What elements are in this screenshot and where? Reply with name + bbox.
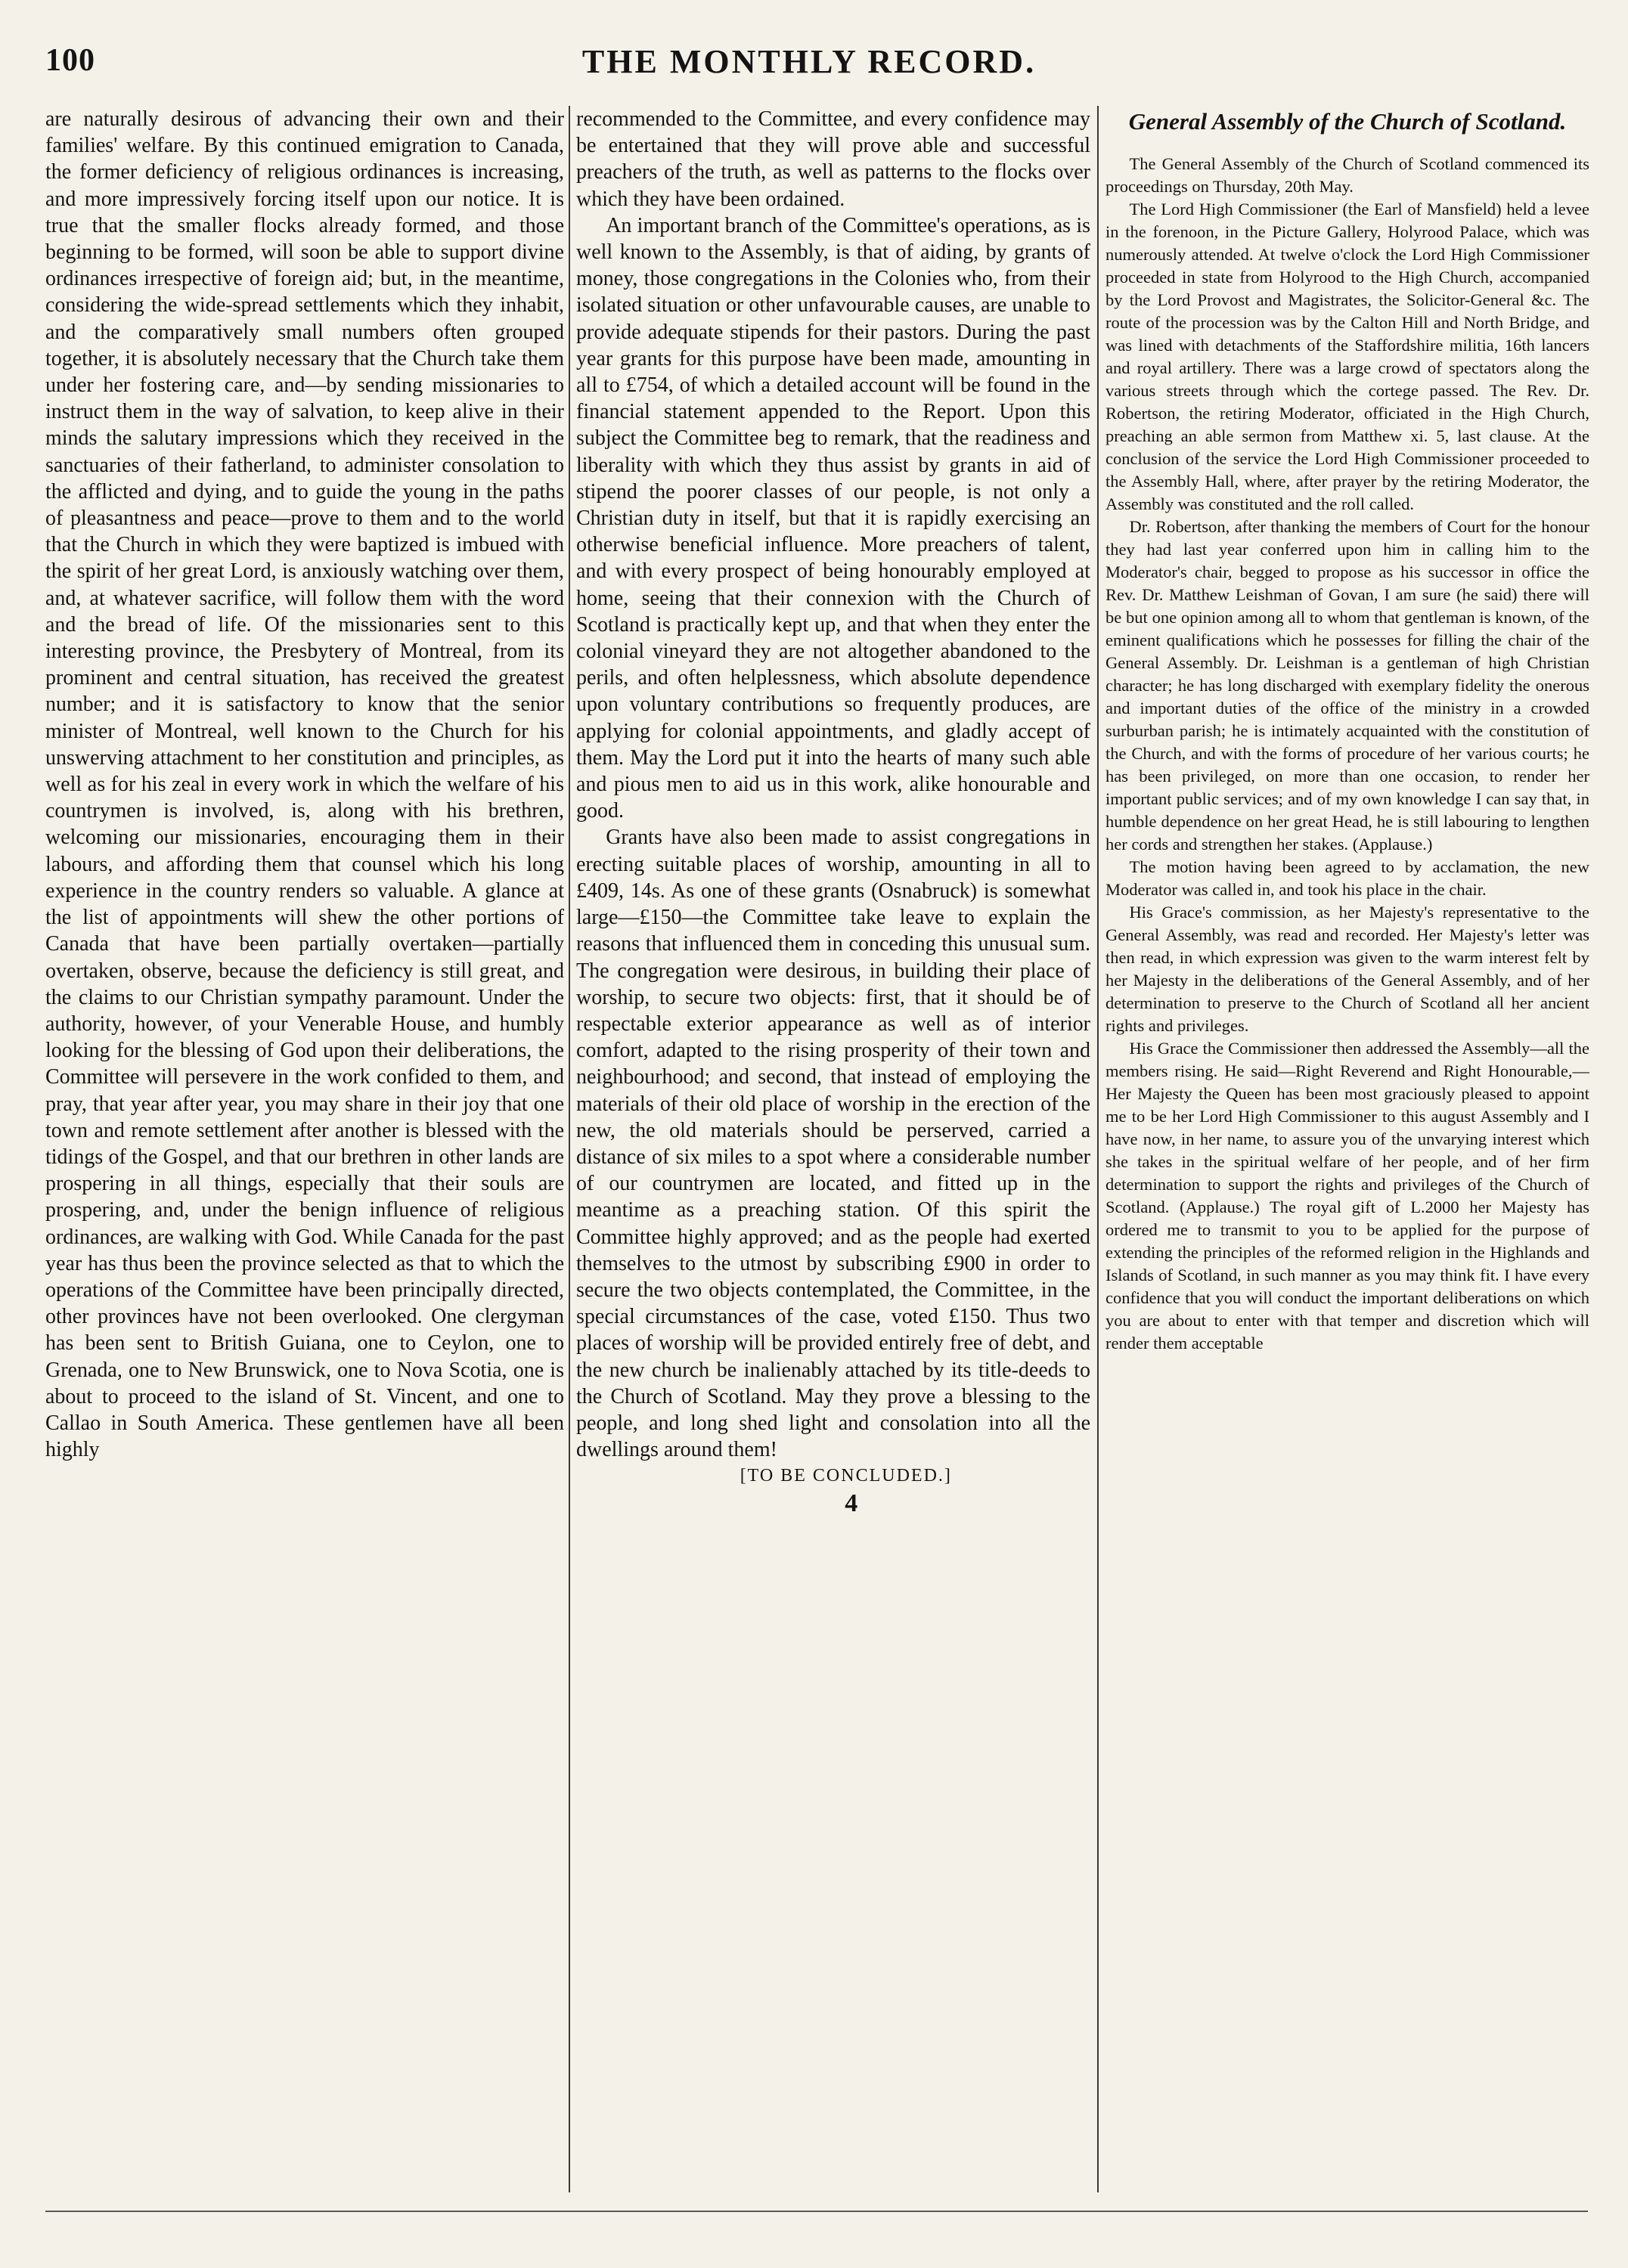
to-be-concluded-note: [TO BE CONCLUDED.] bbox=[740, 1466, 952, 1486]
running-head: THE MONTHLY RECORD. bbox=[581, 43, 1037, 80]
paragraph: The General Assembly of the Church of Scotland commenced its proceedings on Thursday, 20th May. bbox=[1105, 154, 1589, 196]
paragraph: Grants have also been made to assist congregations in erecting suitable places of worship, amounting in all to £409, 14s. As one of these grants (Osnabruck) is somewhat large—£150—the Committee take leave to explain the reasons that influenced them in conceding this unusual sum. The congregation were desirous, in building their place of worship, to secure two objects: first, that it should be of respectable exterior appearance as well as of interior comfort, adapted to the rising prosperity of their town and neighbourhood; and second, that instead of employing the materials of their old place of worship in the erection of the new, the old materials should be perserved, carried a distance of six miles to a spot where a considerable number of our countrymen are located, and fitted up in the meantime as a preaching station. Of this spirit the Committee highly approved; and as the people had exerted themselves to the utmost by subscribing £900 in order to secure the two objects contemplated, the Committee, in the special circumstances of the case, voted £150. Thus two places of worship will be provided entirely free of debt, and the new church be inalienably attached by its title-deeds to the Church of Scotland. May they prove a blessing to the people, and long shed light and consolation into all the dwellings around them! bbox=[576, 826, 1090, 1462]
paragraph: The motion having been agreed to by acclamation, the new Moderator was called in, and took his place in the chair. bbox=[1105, 857, 1589, 899]
paragraph: are naturally desirous of advancing their own and their families' welfare. By this continued emigration to Canada, the former deficiency of religious ordinances is increasing, and more impressively forcing itself upon our notice. It is true that the smaller flocks already formed, and those beginning to be formed, will soon be able to support divine ordinances irrespective of foreign aid; but, in the meantime, considering the wide-spread settlements which they inhabit, and the comparatively small numbers often grouped together, it is absolutely necessary that the Church take them under her fostering care, and—by sending missionaries to instruct them in the way of salvation, to keep alive in their minds the salutary impressions which they received in the sanctuaries of their fatherland, to administer consolation to the afflicted and dying, and to guide the young in the paths of pleasantness and peace—prove to them and to the world that the Church in which they were baptized is imbued with the spirit of her great Lord, is anxiously watching over them, and, at whatever sacrifice, will follow them with the word and the bread of life. Of the missionaries sent to this interesting province, the Presbytery of Montreal, from its prominent and central situation, has received the greatest number; and it is satisfactory to know that the senior minister of Montreal, well known to the Church for his unswerving attachment to her constitution and principles, as well as for his zeal in every work in which the welfare of his countrymen is involved, is, along with his brethren, welcoming our missionaries, encouraging them in their labours, and affording them that counsel which his long experience in the country renders so valuable. A glance at the list of appointments will shew the other portions of Canada that have been partially overtaken—partially overtaken, observe, because the deficiency is still great, and the claims to our Christian sympathy paramount. Under the authority, however, of your Venerable House, and humbly looking for the blessing of God upon their deliberations, the Committee will persevere in the work confided to them, and pray, that year after year, you may share in their joy that one town and remote settlement after another is blessed with the tidings of the Gospel, and that our brethren in other lands are prospering in all things, especially that their souls are prospering, and, under the benign influence of religious ordinances, are walking with God. While Canada for the past year has thus been the province selected as that to which the operations of the Committee have been principally directed, other provinces have not been overlooked. One clergyman has been sent to British Guiana, one to Ceylon, one to Grenada, one to New Brunswick, one to Nova Scotia, one is about to proceed to the island of St. Vincent, and one to Callao in South America. These gentlemen have all been highly bbox=[45, 107, 564, 1462]
paragraph: An important branch of the Committee's operations, as is well known to the Assembly, is that of aiding, by grants of money, those congregations in the Colonies who, from their isolated situation or other unfavourable causes, are unable to provide adequate stipends for their pastors. During the past year grants for this purpose have been made, amounting in all to £754, of which a detailed account will be found in the financial statement appended to the Report. Upon this subject the Committee beg to remark, that the readiness and liberality with which they thus assist by grants in aid of stipend the poorer classes of our people, is not only a Christian duty in itself, but that it is rapidly exercising an otherwise beneficial influence. More preachers of talent, and with every prospect of being honourably employed at home, seeing that their connexion with the Church of Scotland is practically kept up, and that when they enter the colonial vineyard they are not altogether abandoned to the perils, and often helplessness, which absolute dependence upon voluntary contributions so frequently produces, are applying for colonial appointments, and gladly accept of them. May the Lord put it into the hearts of many such able and pious men to aid us in this work, alike honourable and good. bbox=[576, 213, 1090, 823]
paragraph: The Lord High Commissioner (the Earl of Mansfield) held a levee in the forenoon, in the Picture Gallery, Holyrood Palace, which was numerously attended. At twelve o'clock the Lord High Commissioner proceeded in state from Holyrood to the High Church, accompanied by the Lord Provost and Magistrates, the Solicitor-General &c. The route of the procession was by the Calton Hill and North Bridge, and was lined with detachments of the Staffordshire militia, 16th lancers and royal artillery. There was a large crowd of spectators along the various streets through which the cortege passed. The Rev. Dr. Robertson, the retiring Moderator, officiated in the High Church, preaching an able sermon from Matthew xi. 5, last clause. At the conclusion of the service the Lord High Commissioner proceeded to the Assembly Hall, where, after prayer by the retiring Moderator, the Assembly was constituted and the roll called. bbox=[1105, 200, 1589, 513]
column-rule-left bbox=[569, 106, 570, 2192]
paragraph: recommended to the Committee, and every confidence may be entertained that they will prove able and successful preachers of the truth, as well as patterns to the flocks over which they have been ordained. bbox=[576, 107, 1090, 211]
page-number: 100 bbox=[45, 43, 95, 78]
paragraph: His Grace's commission, as her Majesty's representative to the General Assembly, was read and recorded. Her Majesty's letter was then read, in which expression was given to the warm interest felt by her Majesty in the deliberations of the General Assembly, and of her determination to preserve to the Church of Scotland all her ancient rights and privileges. bbox=[1105, 903, 1589, 1035]
column-left bbox=[45, 106, 564, 2192]
article-title: General Assembly of the Church of Scotland. bbox=[1128, 108, 1567, 135]
bottom-rule bbox=[45, 2211, 1588, 2212]
column-middle bbox=[576, 106, 1090, 2192]
column-rule-right bbox=[1097, 106, 1099, 2192]
signature-mark: 4 bbox=[845, 1489, 858, 1517]
paragraph: Dr. Robertson, after thanking the members of Court for the honour they had last year conferred upon him in calling him to the Moderator's chair, begged to propose as his successor in office the Rev. Dr. Matthew Leishman of Govan, I am sure (he said) there will be but one opinion among all to whom that gentleman is known, of the eminent qualifications which he possesses for filling the chair of the General Assembly. Dr. Leishman is a gentleman of high Christian character; he has long discharged with exemplary fidelity the onerous and important duties of the office of the ministry in a crowded surburban parish; he is intimately acquainted with the constitution of the Church, and with the forms of procedure of her various courts; he has been privileged, on more than one occasion, to render her important public services; and of my own knowledge I can say that, in humble dependence on her great Head, he is still labouring to lengthen her cords and strengthen her stakes. (Applause.) bbox=[1105, 517, 1589, 854]
column-right bbox=[1105, 106, 1589, 2192]
page-header bbox=[45, 38, 1573, 86]
paragraph: His Grace the Commissioner then addressed the Assembly—all the members rising. He said—Right Reverend and Right Honourable,—Her Majesty the Queen has been most graciously pleased to appoint me to be her Lord High Commissioner to this august Assembly and I have now, in her name, to assure you of the unvarying interest which she takes in the spiritual welfare of her people, and of her firm determination to support the rights and privileges of the Church of Scotland. (Applause.) The royal gift of L.2000 her Majesty has ordered me to transmit to you to be applied for the purpose of extending the principles of the reformed religion in the Highlands and Islands of Scotland, in such manner as you may think fit. I have every confidence that you will conduct the important deliberations on which you are about to enter with that temper and discretion which will render them acceptable bbox=[1105, 1039, 1589, 1352]
